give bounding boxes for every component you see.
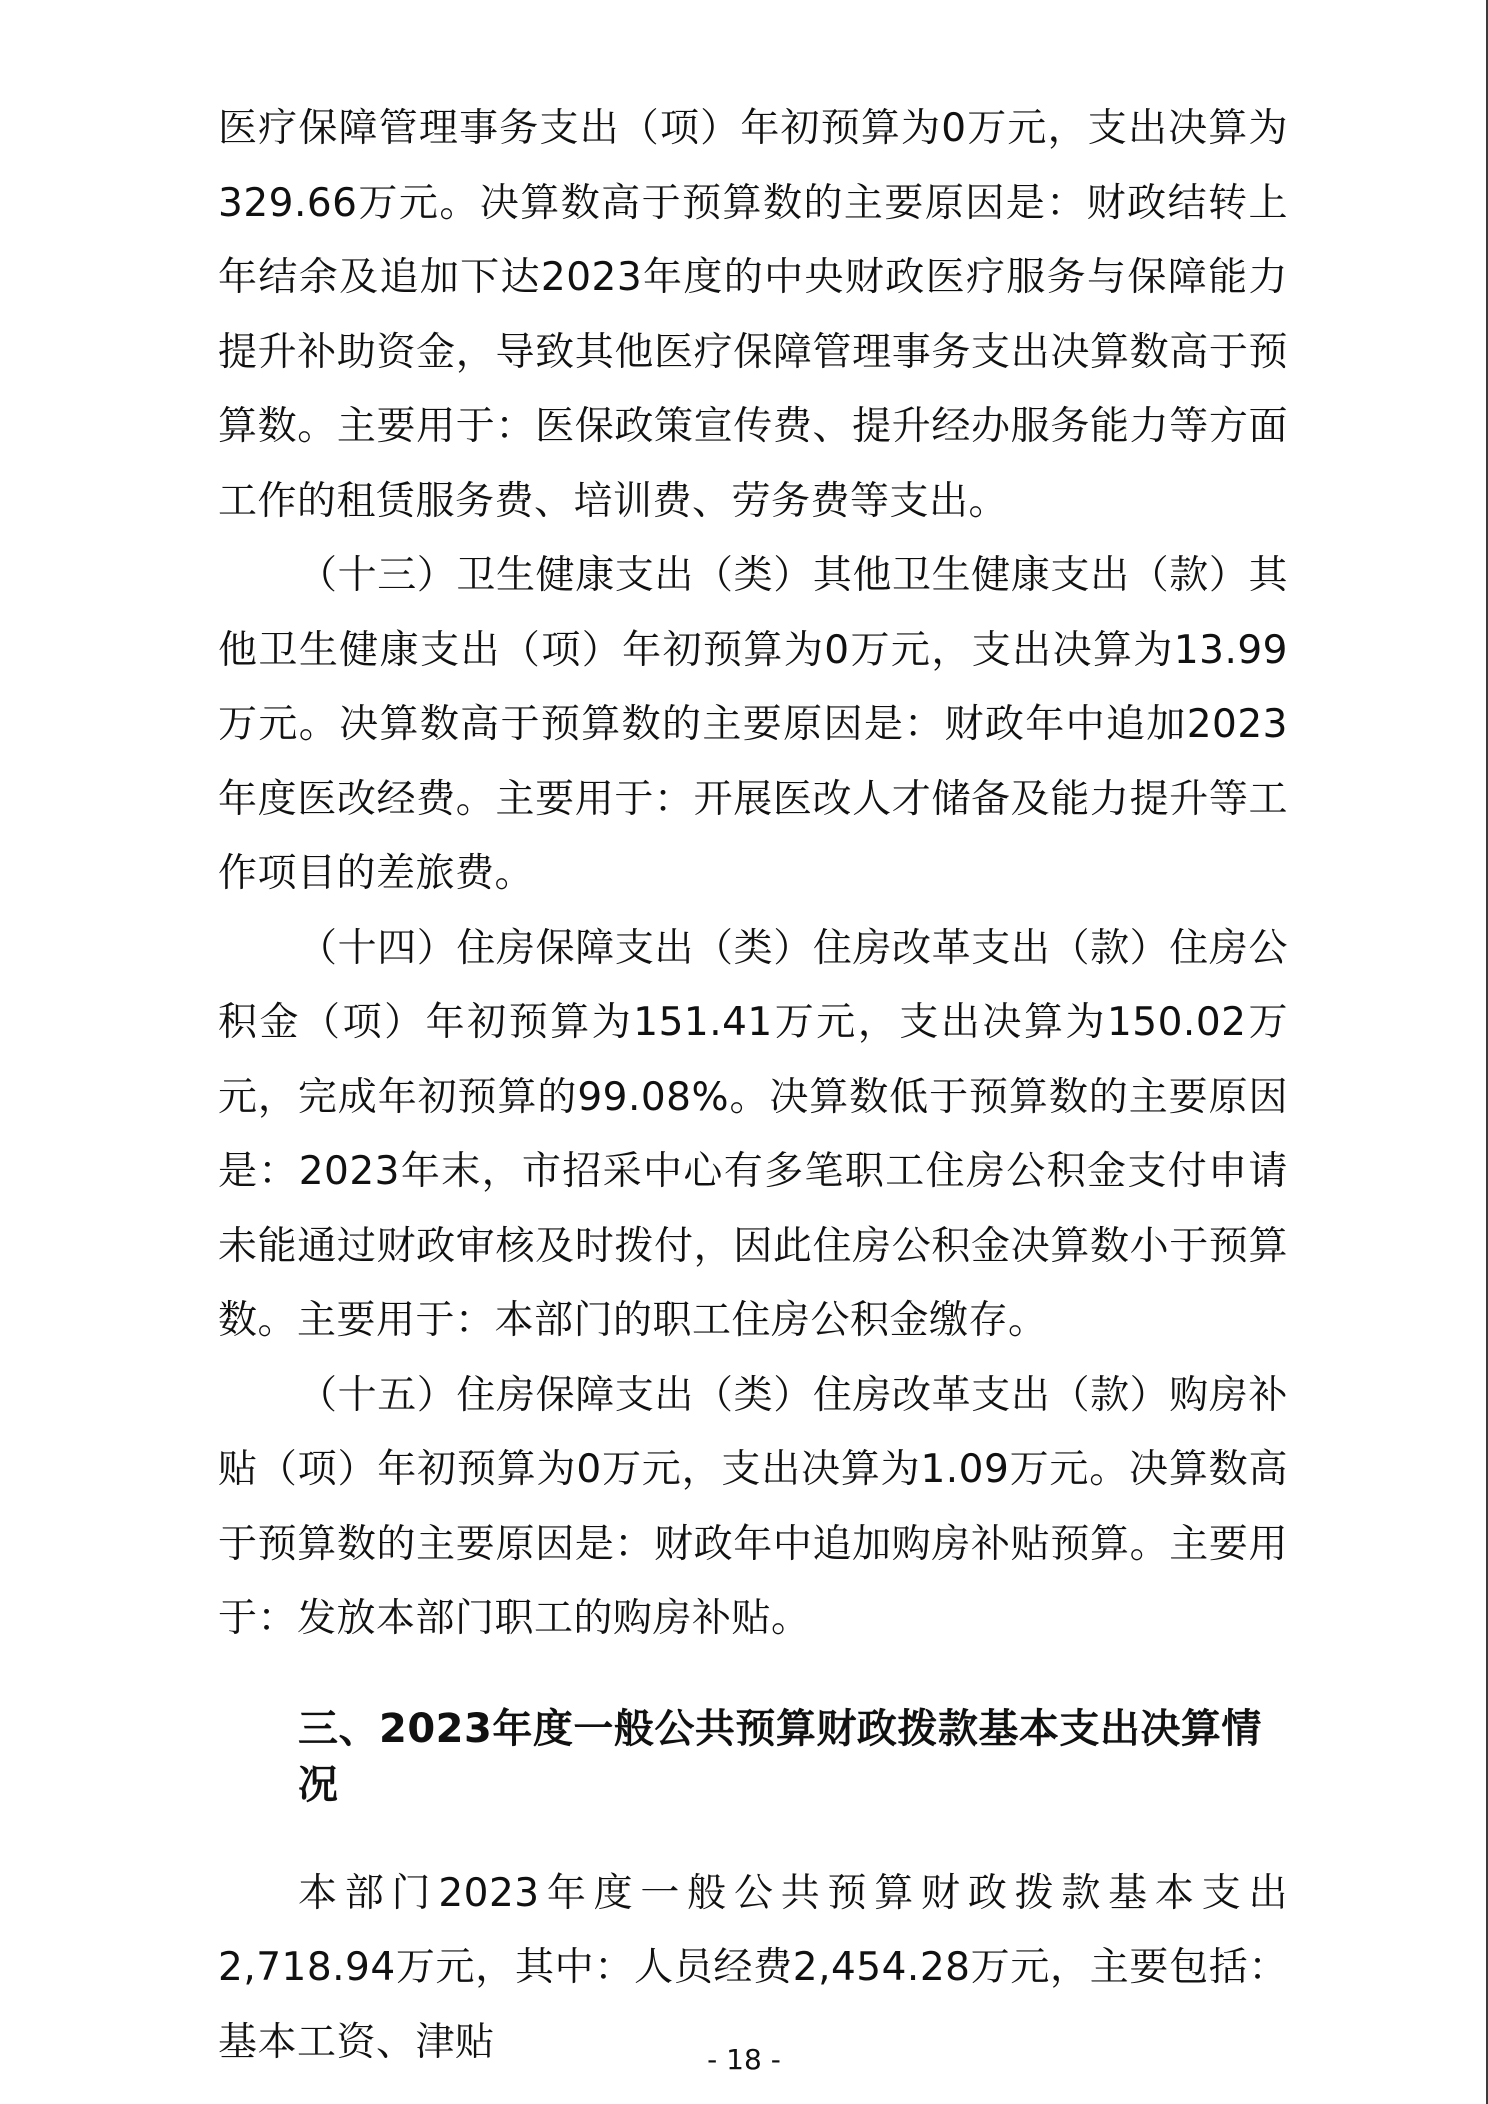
paragraph-item-15: （十五）住房保障支出（类）住房改革支出（款）购房补贴（项）年初预算为0万元，支出决算为1.09万元。决算数高于预算数的主要原因是：财政年中追加购房补贴预算。主要用于：发放本部门职工的购房补贴。 [218,1372,1288,1641]
paragraph-basic-expenditure: 本部门2023年度一般公共预算财政拨款基本支出2,718.94万元，其中：人员经费2,454.28万元，主要包括：基本工资、津贴 [218,1870,1288,2065]
paragraph-item-14: （十四）住房保障支出（类）住房改革支出（款）住房公积金（项）年初预算为151.41万元，支出决算为150.02万元，完成年初预算的99.08%。决算数低于预算数的主要原因是：2023年末，市招采中心有多笔职工住房公积金支付申请未能通过财政审核及时拨付，因此住房公积金决算数小于预算数。主要用于：本部门的职工住房公积金缴存。 [218,925,1288,1343]
paragraph-medical-security: 医疗保障管理事务支出（项）年初预算为0万元，支出决算为329.66万元。决算数高于预算数的主要原因是：财政结转上年结余及追加下达2023年度的中央财政医疗服务与保障能力提升补助资金，导致其他医疗保障管理事务支出决算数高于预算数。主要用于：医保政策宣传费、提升经办服务能力等方面工作的租赁服务费、培训费、劳务费等支出。 [218,106,1288,524]
paragraph-item-13: （十三）卫生健康支出（类）其他卫生健康支出（款）其他卫生健康支出（项）年初预算为0万元，支出决算为13.99万元。决算数高于预算数的主要原因是：财政年中追加2023年度医改经费。主要用于：开展医改人才储备及能力提升等工作项目的差旅费。 [218,553,1288,896]
page-number: - 18 - [707,2043,781,2076]
section-heading: 三、2023年度一般公共预算财政拨款基本支出决算情况 [298,1705,1262,1808]
document-body [218,92,1288,2080]
